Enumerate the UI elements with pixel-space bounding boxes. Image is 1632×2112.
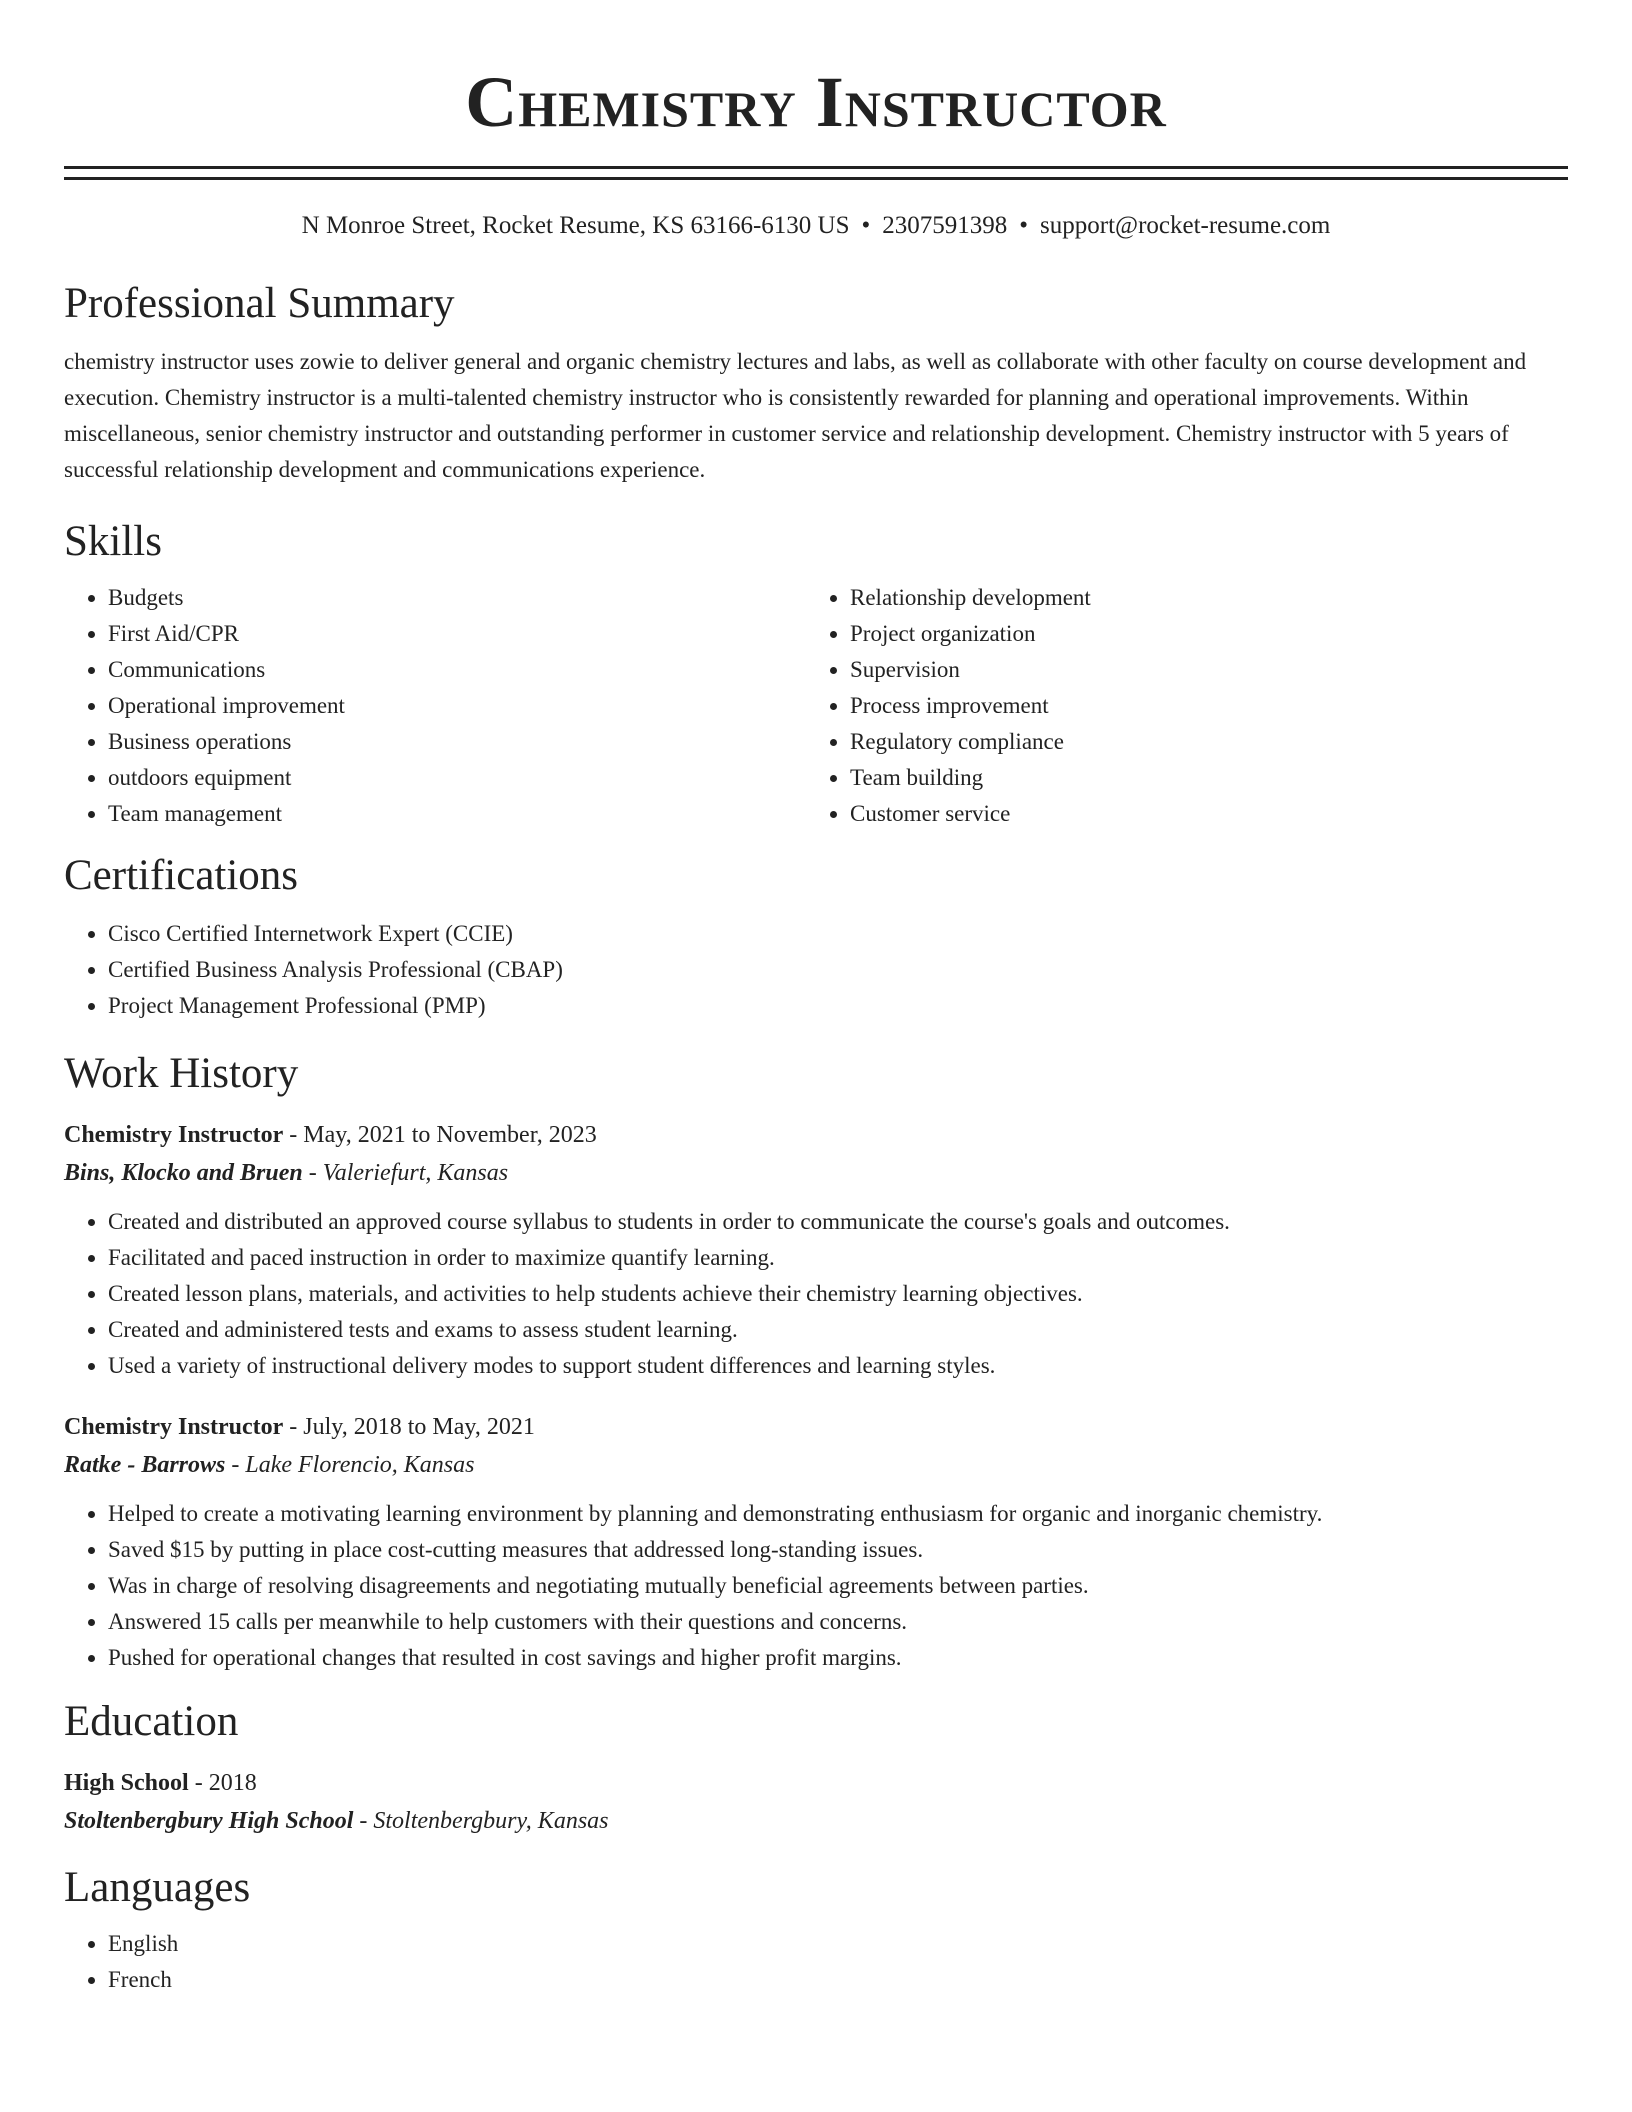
skill-item: • Regulatory compliance [850, 724, 1568, 760]
contact-phone: 2307591398 [882, 212, 1008, 239]
skill-item: • Supervision [850, 652, 1568, 688]
skill-item: • Business operations [108, 724, 806, 760]
contact-separator: • [861, 212, 871, 239]
job-company: Ratke - Barrows [64, 1452, 226, 1478]
job-duty-item: • Created and administered tests and exams to assess student learning. [108, 1312, 1568, 1348]
education-degree-line [64, 1764, 1568, 1802]
work-history-heading: Work History [64, 1050, 299, 1097]
skill-item: • Relationship development [850, 580, 1568, 616]
language-item: • French [108, 1962, 1568, 1998]
job-duty-item: • Pushed for operational changes that resulted in cost savings and higher profit margins. [108, 1640, 1568, 1676]
summary-heading: Professional Summary [64, 280, 455, 327]
job-company-line [64, 1154, 1568, 1192]
languages-heading: Languages [64, 1864, 251, 1911]
languages-list [64, 1926, 1568, 1998]
skills-heading: Skills [64, 518, 162, 565]
resume-name: Chemistry Instructor [465, 62, 1167, 142]
education-location: - Stoltenbergbury, Kansas [353, 1808, 609, 1834]
job-dates: - July, 2018 to May, 2021 [283, 1414, 535, 1440]
skill-item: • Team building [850, 760, 1568, 796]
skill-item: • Operational improvement [108, 688, 806, 724]
certifications-list [64, 916, 1568, 1024]
resume-page [64, 0, 1568, 1998]
language-item: • English [108, 1926, 1568, 1962]
job-role-line [64, 1116, 1568, 1154]
job-duty-item: • Helped to create a motivating learning environment by planning and demonstrating enthusiasm for organic and inorganic chemistry. [108, 1496, 1568, 1532]
education-school: Stoltenbergbury High School [64, 1808, 354, 1834]
job-location: - Lake Florencio, Kansas [225, 1452, 475, 1478]
education-year: - 2018 [188, 1770, 257, 1796]
job-duty-item: • Was in charge of resolving disagreements and negotiating mutually beneficial agreements between parties. [108, 1568, 1568, 1604]
job-title: Chemistry Instructor [64, 1414, 284, 1440]
skill-item: • Communications [108, 652, 806, 688]
job-entry [64, 1116, 1568, 1384]
contact-email: support@rocket-resume.com [1040, 212, 1331, 239]
skill-item: • Budgets [108, 580, 806, 616]
job-entry [64, 1408, 1568, 1676]
skills-list-right [806, 580, 1568, 832]
job-title: Chemistry Instructor [64, 1122, 284, 1148]
certification-item: • Certified Business Analysis Professional (CBAP) [108, 952, 1568, 988]
summary-text: chemistry instructor uses zowie to deliver general and organic chemistry lectures and labs, as well as collaborate with other faculty on course development and execution. Chemistry instructor is a multi-talented chemistry instructor who is consistently rewarded for planning and operational improvements. Within miscellaneous, senior chemistry instructor and outstanding performer in customer service and relationship development. Chemistry instructor with 5 years of successful relationship development and communications experience. [64, 349, 1527, 482]
header-double-rule [64, 166, 1568, 180]
job-duty-item: • Used a variety of instructional delivery modes to support student differences and learning styles. [108, 1348, 1568, 1384]
skills-list-left [64, 580, 806, 832]
skill-item: • Process improvement [850, 688, 1568, 724]
job-company: Bins, Klocko and Bruen [64, 1160, 303, 1186]
certifications-heading: Certifications [64, 852, 299, 899]
contact-line [64, 210, 1568, 242]
skills-grid [64, 580, 1568, 832]
job-duties-list [64, 1204, 1568, 1384]
job-duty-item: • Facilitated and paced instruction in order to maximize quantify learning. [108, 1240, 1568, 1276]
contact-separator: • [1019, 212, 1029, 239]
job-duty-item: • Answered 15 calls per meanwhile to help customers with their questions and concerns. [108, 1604, 1568, 1640]
job-company-line [64, 1446, 1568, 1484]
education-heading: Education [64, 1698, 239, 1745]
job-duty-item: • Saved $15 by putting in place cost-cutting measures that addressed long-standing issues. [108, 1532, 1568, 1568]
skill-item: • Project organization [850, 616, 1568, 652]
certification-item: • Project Management Professional (PMP) [108, 988, 1568, 1024]
skill-item: • Team management [108, 796, 806, 832]
contact-address: N Monroe Street, Rocket Resume, KS 63166-6130 US [301, 212, 850, 239]
job-duty-item: • Created lesson plans, materials, and activities to help students achieve their chemistry learning objectives. [108, 1276, 1568, 1312]
education-school-line [64, 1802, 1568, 1840]
education-degree: High School [64, 1770, 189, 1796]
education-entry [64, 1764, 1568, 1840]
job-dates: - May, 2021 to November, 2023 [283, 1122, 597, 1148]
job-duties-list [64, 1496, 1568, 1676]
job-role-line [64, 1408, 1568, 1446]
certification-item: • Cisco Certified Internetwork Expert (CCIE) [108, 916, 1568, 952]
job-location: - Valeriefurt, Kansas [302, 1160, 509, 1186]
skill-item: • outdoors equipment [108, 760, 806, 796]
skill-item: • Customer service [850, 796, 1568, 832]
job-duty-item: • Created and distributed an approved course syllabus to students in order to communicate the course's goals and outcomes. [108, 1204, 1568, 1240]
skill-item: • First Aid/CPR [108, 616, 806, 652]
